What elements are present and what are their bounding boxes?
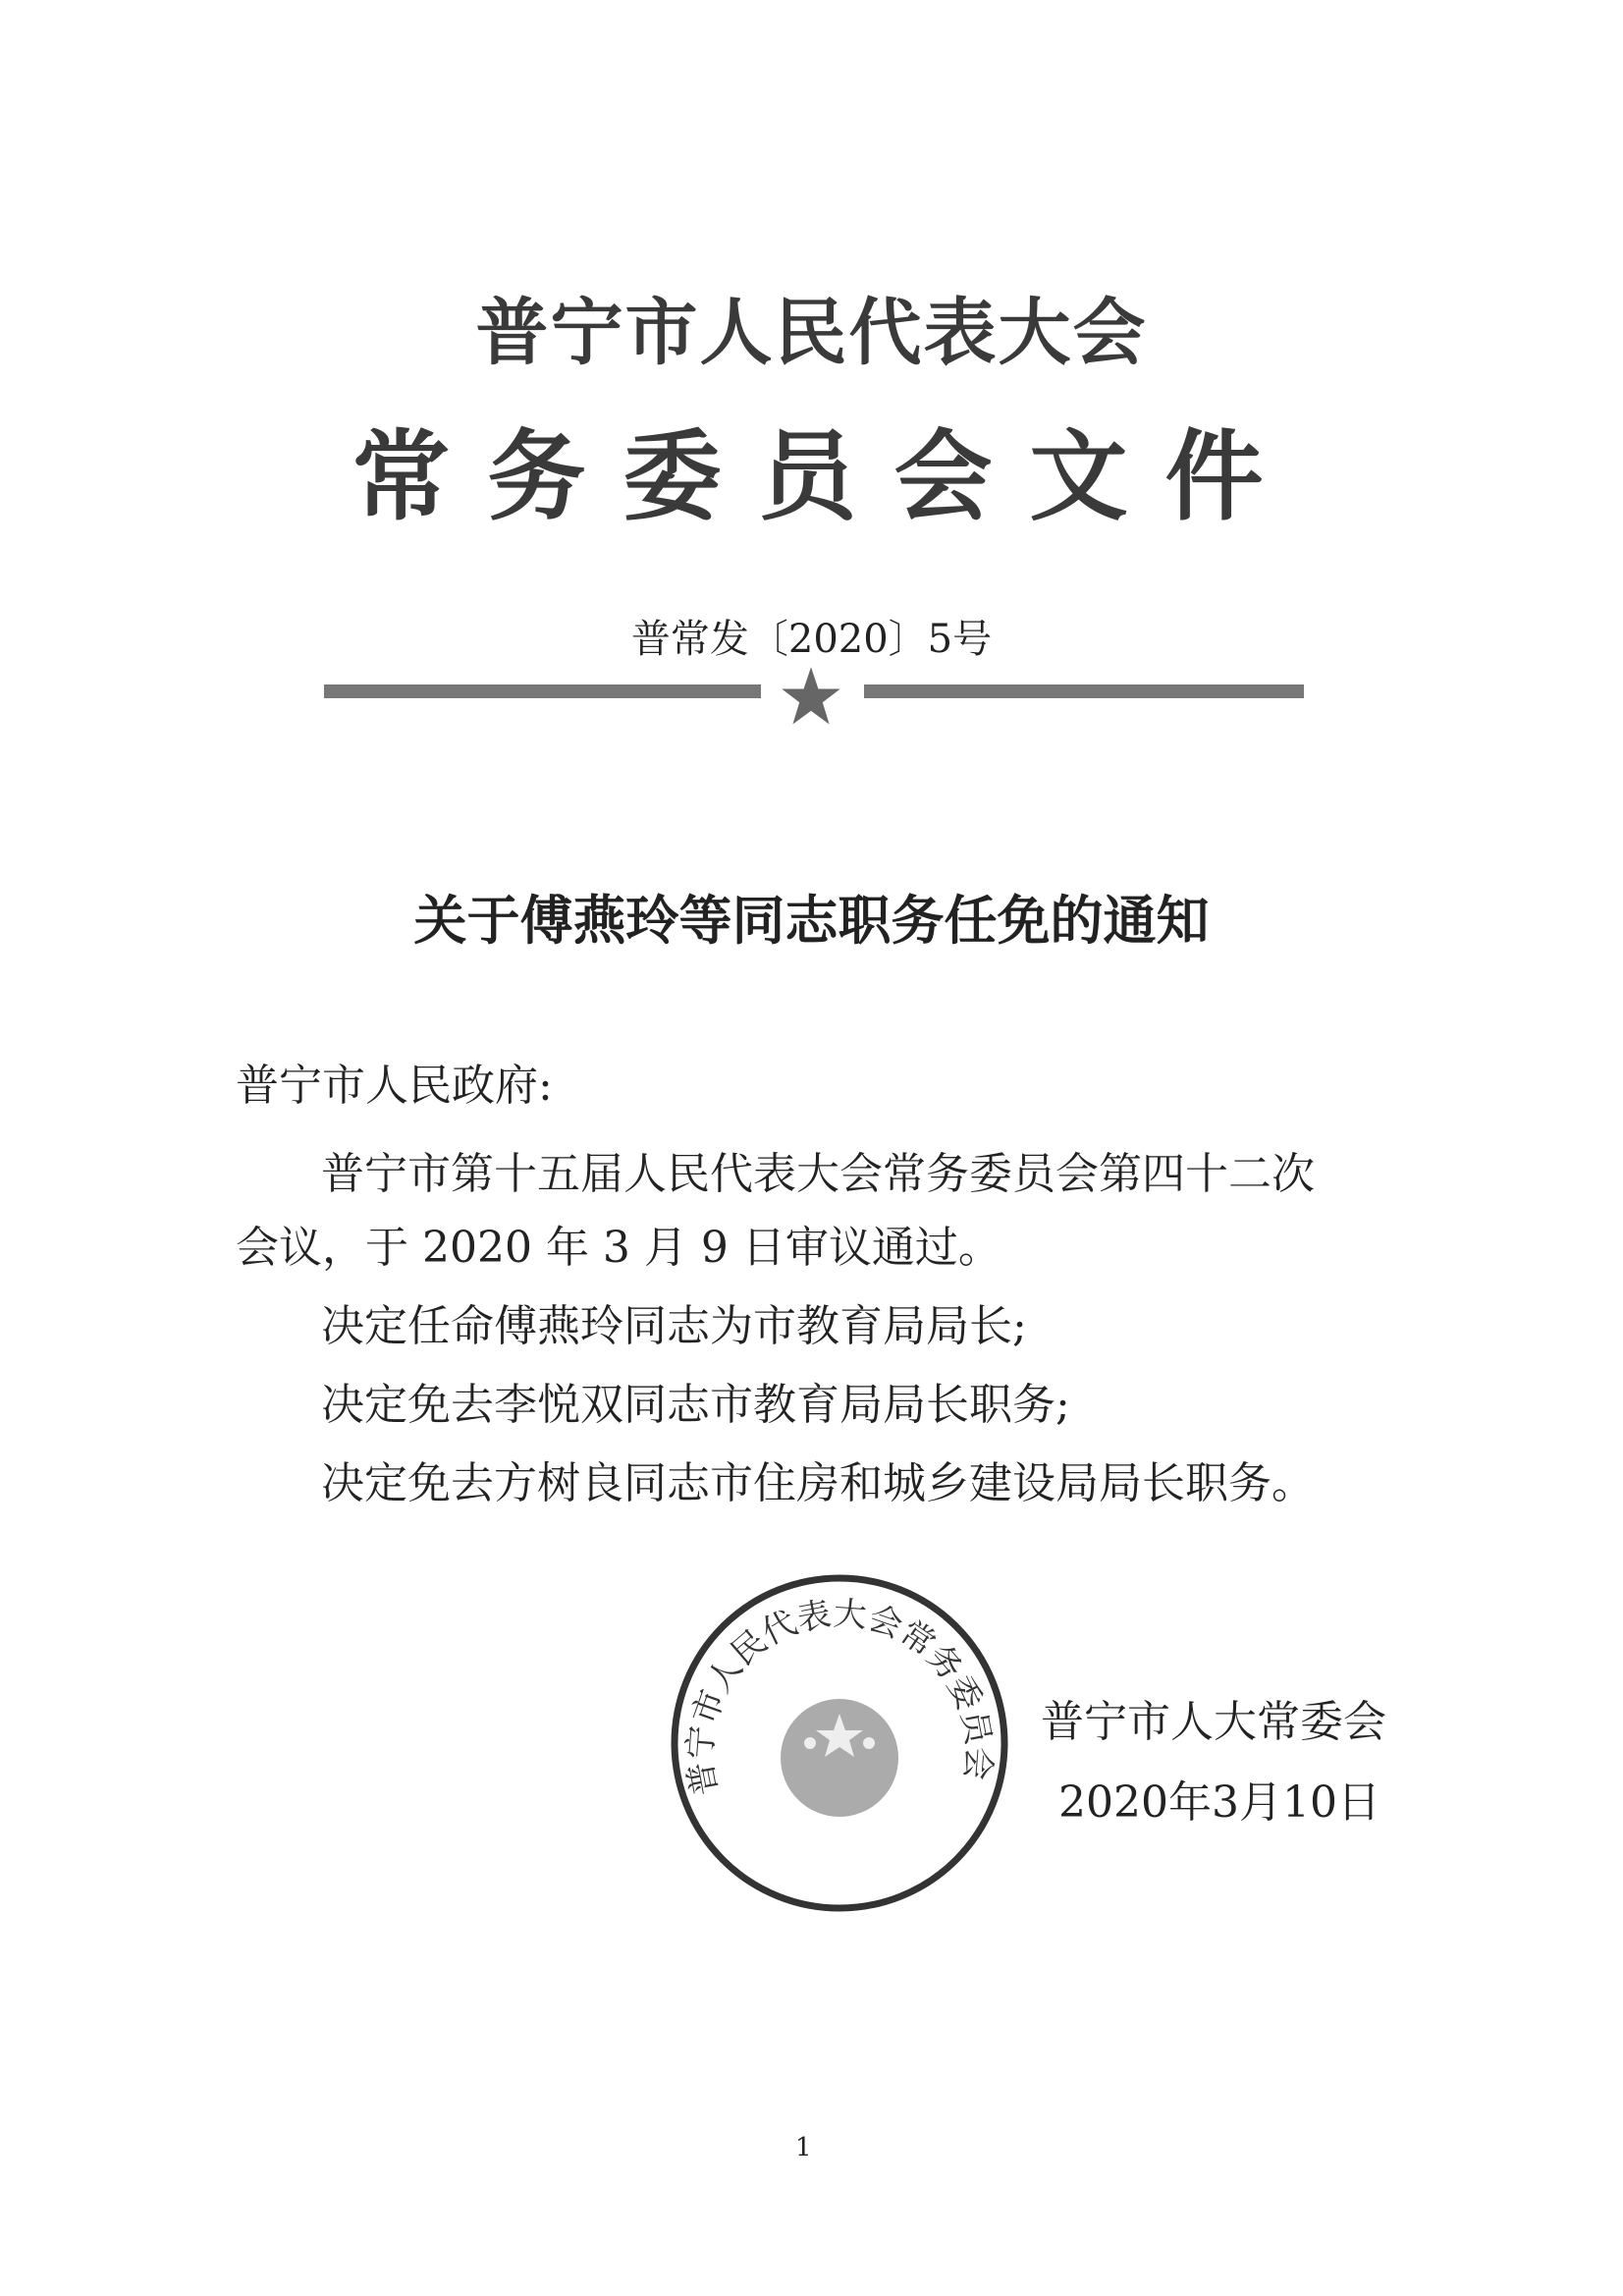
decision-item: 决定免去李悦双同志市教育局局长职务; [321, 1380, 1070, 1430]
divider-left [324, 684, 761, 698]
paragraph-line-2: 会议，于 2020 年 3 月 9 日审议通过。 [236, 1223, 1001, 1273]
signature-date: 2020年3月10日 [1058, 1777, 1380, 1828]
notice-heading: 关于傅燕玲等同志职务任免的通知 [413, 889, 1210, 952]
org-title: 普宁市人民代表大会 [475, 291, 1148, 375]
decision-item: 决定任命傅燕玲同志为市教育局局长; [321, 1301, 1027, 1351]
signatory: 普宁市人大常委会 [1041, 1697, 1386, 1747]
page-number: 1 [795, 2133, 812, 2162]
decision-item: 决定免去方树良同志市住房和城乡建设局局长职务。 [321, 1458, 1315, 1508]
document-number: 普常发〔2020〕5号 [630, 617, 993, 662]
doc-type-title: 常务委员会文件 [352, 418, 1301, 534]
seal-text: 普宁市人民代表大会常务委员会 [680, 1594, 999, 1799]
divider-right [864, 684, 1304, 698]
official-seal [668, 1571, 1011, 1915]
addressee: 普宁市人民政府: [236, 1061, 553, 1111]
star-icon [781, 666, 841, 727]
paragraph-line-1: 普宁市第十五届人民代表大会常务委员会第四十二次 [321, 1149, 1315, 1199]
